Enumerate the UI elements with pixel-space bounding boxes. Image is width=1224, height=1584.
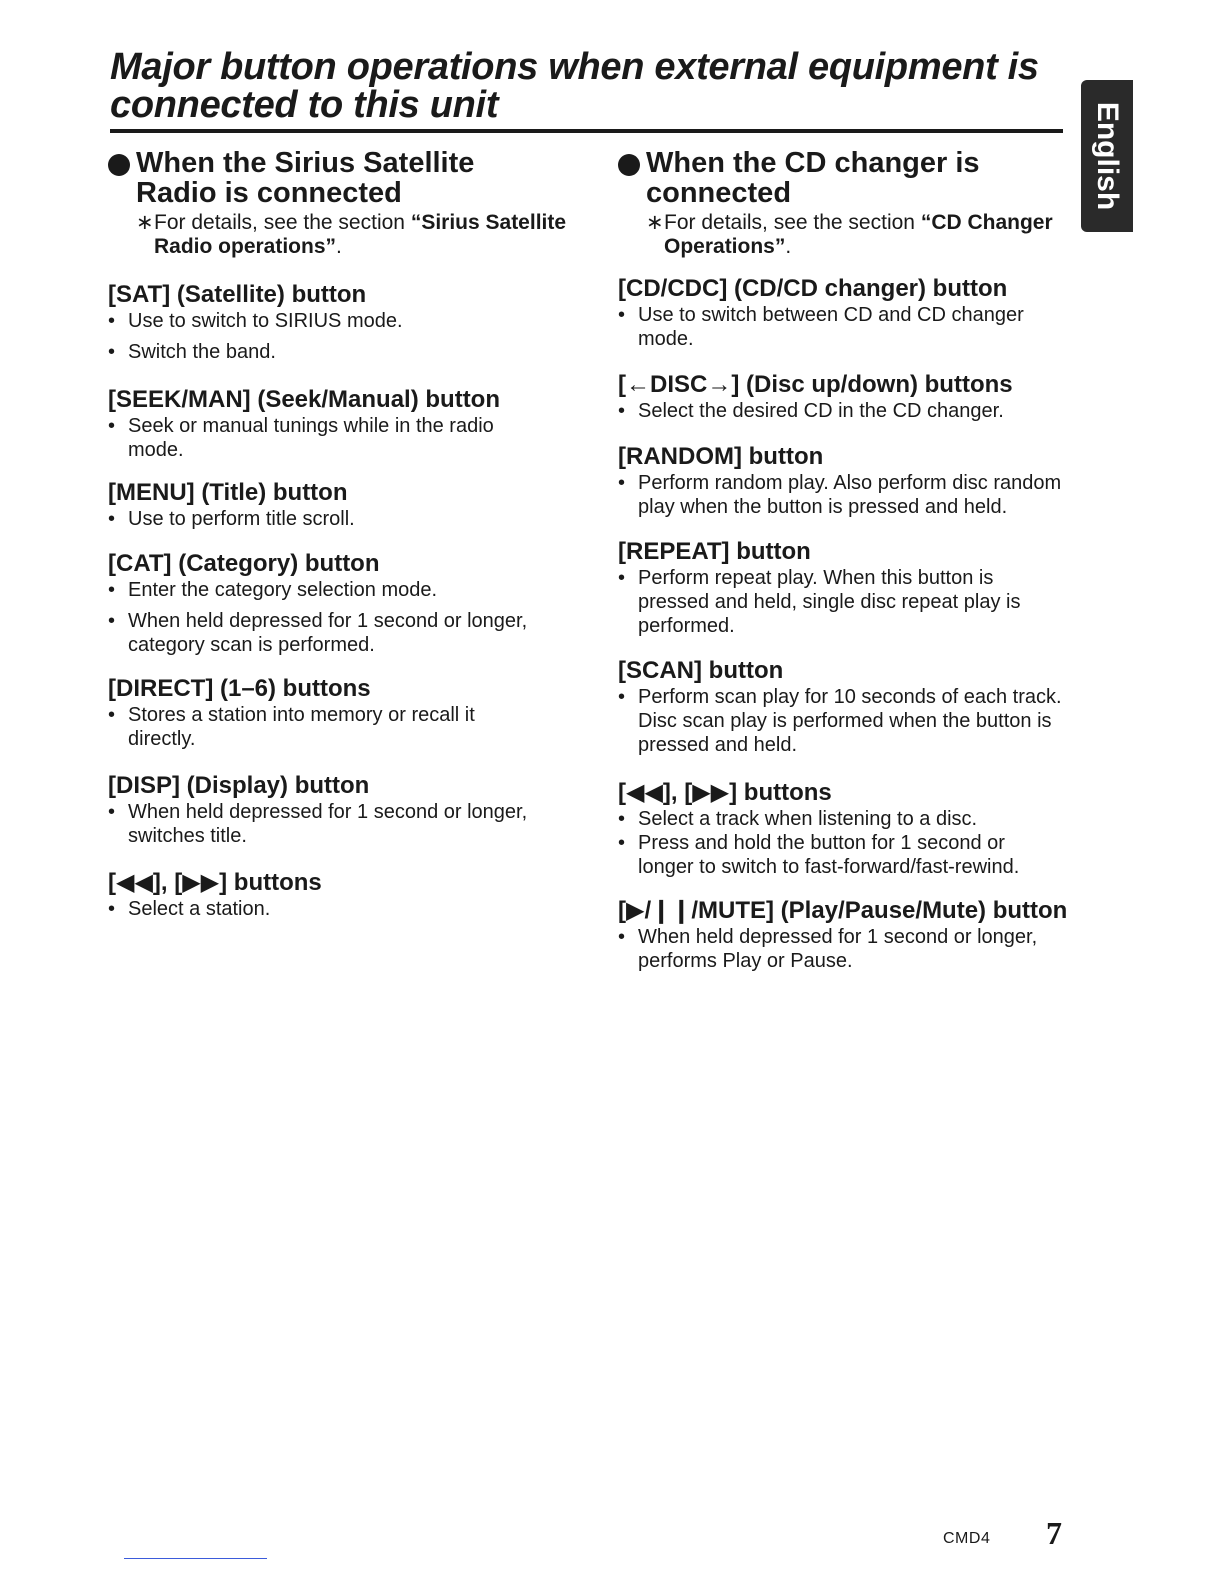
list-item: • When held depressed for 1 second or longer, performs Play or Pause. [618,925,1068,973]
list-item: • Select the desired CD in the CD changer. [618,399,1068,423]
button-entry [618,275,1068,351]
list-item: • Perform scan play for 10 seconds of each track. Disc scan play is performed when the button is pressed and held. [618,685,1063,757]
note-reference: “Sirius Satellite Radio operations” [154,211,567,258]
section-note [646,211,1068,259]
button-entry [108,281,568,364]
bullet-dot-icon [618,154,640,176]
section-heading-sirius [108,148,568,208]
note-prefix: For details, see the section [664,211,921,234]
list-item: • Select a track when listening to a disc. [618,807,1068,831]
button-title: [▶/❙❙/MUTE] (Play/Pause/Mute) button [618,897,1068,924]
asterisk-icon: ∗ [136,211,154,234]
button-title: [CD/CDC] (CD/CD changer) button [618,275,1008,302]
button-entry [618,657,1068,757]
note-prefix: For details, see the section [154,211,411,234]
button-title: [RANDOM] button [618,443,824,470]
section-heading-line-1: When the Sirius Satellite [136,147,475,179]
button-entry [108,386,568,462]
section-note [136,211,568,259]
bullet-list [618,685,1068,757]
bullet-list [108,309,568,364]
language-tab-label: English [1091,101,1124,211]
bullet-list [108,897,568,921]
bullet-list [108,578,568,657]
button-entry [108,772,568,848]
button-entry [108,869,568,921]
button-entry [618,897,1068,973]
section-heading-cd-changer [618,148,1068,208]
list-item: • Perform repeat play. When this button is pressed and held, single disc repeat play is performed. [618,566,1063,638]
list-item: • Enter the category selection mode. [108,578,568,602]
button-title: [SAT] (Satellite) button [108,281,367,308]
bullet-list [618,303,1068,351]
bullet-list [618,471,1068,519]
bullet-list [618,399,1068,423]
list-item: • When held depressed for 1 second or longer, switches title. [108,800,568,848]
page-title [110,48,1070,124]
bullet-list [108,507,568,531]
model-code: CMD4 [943,1530,991,1547]
button-entry [108,675,568,751]
button-title: [CAT] (Category) button [108,550,380,577]
right-column [618,148,1068,973]
asterisk-icon: ∗ [646,211,664,234]
button-title: [MENU] (Title) button [108,479,348,506]
note-suffix: . [336,235,342,258]
button-title: [DISP] (Display) button [108,772,370,799]
button-title: [SEEK/MAN] (Seek/Manual) button [108,386,501,413]
list-item: • Select a station. [108,897,568,921]
page-number: 7 [1046,1515,1062,1551]
list-item: • Use to switch to SIRIUS mode. [108,309,568,333]
button-entry [108,550,568,657]
button-title: [◀◀], [▶▶] buttons [618,779,832,806]
list-item: • When held depressed for 1 second or longer, category scan is performed. [108,609,568,657]
button-entry [618,538,1068,638]
list-item: • Press and hold the button for 1 second or longer to switch to fast-forward/fast-rewind. [618,831,1058,879]
button-entry [618,443,1068,519]
title-rule [110,129,1063,133]
button-entry [108,479,568,531]
section-heading-line-2: connected [646,177,792,209]
list-item: • Seek or manual tunings while in the radio mode. [108,414,528,462]
list-item: • Stores a station into memory or recall it directly. [108,703,508,751]
button-entry [618,371,1068,423]
bullet-dot-icon [108,154,130,176]
footer-line [124,1558,267,1559]
bullet-list [108,414,568,462]
page-title-line-1: Major button operations when external equipment is [110,46,1039,88]
language-tab [1081,80,1133,232]
list-item: • Use to switch between CD and CD changer mode. [618,303,1068,351]
bullet-list [108,703,568,751]
bullet-list [108,800,568,848]
bullet-list [618,807,1068,879]
button-title: [←DISC→] (Disc up/down) buttons [618,371,1013,398]
list-item: • Perform random play. Also perform disc random play when the button is pressed and held. [618,471,1068,519]
page-title-line-2: connected to this unit [110,84,499,126]
bullet-list [618,925,1068,973]
button-entry [618,779,1068,879]
list-item: • Use to perform title scroll. [108,507,568,531]
section-heading-line-1: When the CD changer is [646,147,980,179]
button-title: [REPEAT] button [618,538,811,565]
bullet-list [618,566,1068,638]
note-suffix: . [785,235,792,258]
list-item: • Switch the band. [108,340,568,364]
button-title: [DIRECT] (1–6) buttons [108,675,371,702]
button-title: [SCAN] button [618,657,784,684]
note-reference: “CD Changer Operations” [664,211,1053,258]
left-column [108,148,568,921]
button-title: [◀◀], [▶▶] buttons [108,869,322,896]
section-heading-line-2: Radio is connected [136,177,402,209]
